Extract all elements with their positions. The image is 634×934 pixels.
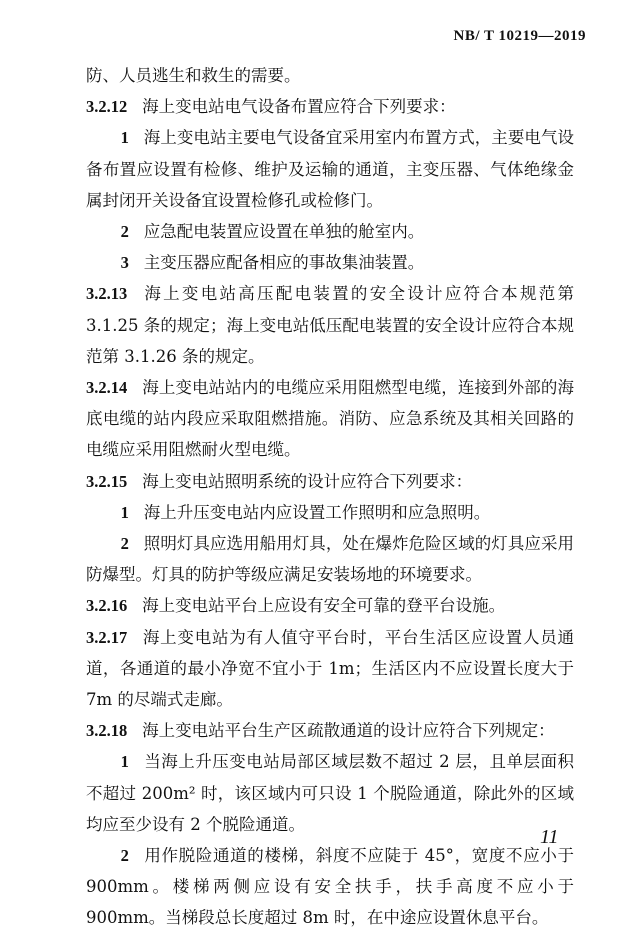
- item-number: 2: [120, 534, 129, 554]
- clause-text: 海上变电站高压配电装置的安全设计应符合本规范第 3.1.25 条的规定；海上变电站低压配电装置的安全设计应符合本规范第 3.1.26 条的规定。: [86, 284, 574, 366]
- clause-text: 海上变电站电气设备布置应符合下列要求：: [142, 97, 456, 117]
- clause-3-2-16: [86, 590, 574, 621]
- clause-text: 海上变电站照明系统的设计应符合下列要求：: [142, 471, 473, 491]
- item-3-2-12-1: [86, 122, 574, 216]
- item-text: 海上升压变电站内应设置工作照明和应急照明。: [143, 502, 491, 522]
- item-3-2-15-2: [86, 528, 574, 590]
- clause-number: 3.2.15: [86, 471, 128, 491]
- clause-text: 海上变电站站内的电缆应采用阻燃型电缆，连接到外部的海底电缆的站内段应采取阻燃措施。消防、应急系统及其相关回路的电缆应采用阻燃耐火型电缆。: [86, 378, 574, 460]
- item-3-2-18-1: [86, 746, 574, 840]
- item-number: 1: [120, 502, 129, 522]
- clause-number: 3.2.12: [86, 97, 128, 117]
- clause-3-2-13: [86, 278, 574, 372]
- item-number: 2: [120, 846, 129, 866]
- clause-3-2-17: [86, 622, 574, 716]
- item-text: 当海上升压变电站局部区域层数不超过 2 层，且单层面积不超过 200m² 时，该区域内可只设 1 个脱险通道，除此外的区域均应至少设有 2 个脱险通道。: [86, 752, 574, 834]
- clause-number: 3.2.13: [86, 284, 128, 304]
- clause-number: 3.2.17: [86, 627, 128, 647]
- item-text: 主变压器应配备相应的事故集油装置。: [143, 253, 425, 273]
- clause-3-2-18: [86, 715, 574, 746]
- paragraph-continuation: [86, 60, 574, 91]
- clause-number: 3.2.18: [86, 721, 128, 741]
- clause-3-2-15: [86, 466, 574, 497]
- item-number: 1: [120, 128, 129, 148]
- clause-text: 海上变电站平台生产区疏散通道的设计应符合下列规定：: [142, 721, 555, 741]
- page-number: 11: [540, 826, 559, 848]
- item-3-2-18-2: [86, 840, 574, 934]
- item-3-2-12-2: [86, 216, 574, 247]
- item-number: 2: [120, 222, 129, 242]
- item-3-2-12-3: [86, 247, 574, 278]
- clause-3-2-12: [86, 91, 574, 122]
- item-text: 用作脱险通道的楼梯，斜度不应陡于 45°，宽度不应小于 900mm。楼梯两侧应设有安全扶手，扶手高度不应小于 900mm。当梯段总长度超过 8m 时，在中途应设置休息平台。: [86, 846, 574, 928]
- standard-code-header: NB/ T 10219—2019: [453, 28, 586, 44]
- item-number: 1: [120, 752, 129, 772]
- item-text: 照明灯具应选用船用灯具，处在爆炸危险区域的灯具应采用防爆型。灯具的防护等级应满足安装场地的环境要求。: [86, 534, 574, 585]
- document-body: [86, 60, 574, 934]
- clause-number: 3.2.14: [86, 378, 128, 398]
- clause-3-2-14: [86, 372, 574, 466]
- clause-number: 3.2.16: [86, 596, 128, 616]
- clause-text: 海上变电站为有人值守平台时，平台生活区应设置人员通道，各通道的最小净宽不宜小于 1m；生活区内不应设置长度大于 7m 的尽端式走廊。: [86, 627, 574, 710]
- item-text: 海上变电站主要电气设备宜采用室内布置方式，主要电气设备布置应设置有检修、维护及运输的通道，主变压器、气体绝缘金属封闭开关设备宜设置检修孔或检修门。: [86, 128, 574, 210]
- paragraph-text: 防、人员逃生和救生的需要。: [86, 66, 301, 85]
- item-number: 3: [120, 253, 129, 273]
- clause-text: 海上变电站平台上应设有安全可靠的登平台设施。: [142, 596, 506, 616]
- item-text: 应急配电装置应设置在单独的舱室内。: [143, 222, 425, 242]
- item-3-2-15-1: [86, 497, 574, 528]
